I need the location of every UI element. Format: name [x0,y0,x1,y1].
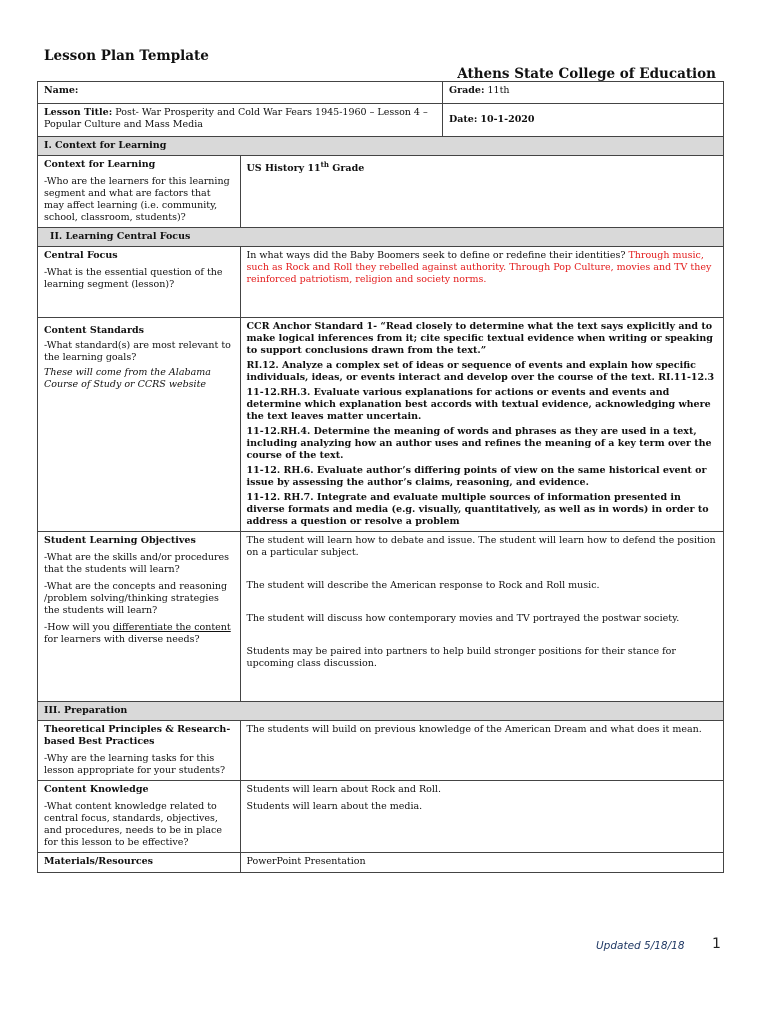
standards-prompt-cell [38,318,241,532]
materials-prompt-cell [38,853,241,873]
materials-row [38,853,724,873]
central-focus-answer-cell [240,247,724,318]
knowledge-answer-cell [240,781,724,853]
section-preparation-header [38,702,724,721]
theory-question: -Why are the learning tasks for this lesson appropriate for your students? [44,753,226,776]
objectives-prompt-cell [38,532,241,702]
section-focus-header [38,228,724,247]
document-title: Lesson Plan Template [44,48,209,64]
section-context-header [38,137,724,156]
theory-answer: The students will build on previous knowledge of the American Dream and what does it mean. [246,724,702,735]
name-label: Name: [44,85,79,96]
context-answer: US History 11th Grade [246,160,365,175]
date-cell [443,104,724,137]
section-heading: II. Learning Central Focus [38,228,724,247]
date-label: Date: [449,114,478,125]
lesson-plan-table [37,81,724,873]
standards-title: Content Standards [44,325,144,336]
knowledge-prompt-cell [38,781,241,853]
central-focus-answer: In what ways did the Baby Boomers seek to define or redefine their identities? Through music, such as Rock and Roll they rebelled against authority. Through Pop Culture, movies and TV they reinforced patriotism, religion and society norms. [246,250,712,285]
knowledge-answer: Students will learn about Rock and Roll. [246,784,441,795]
section-heading: I. Context for Learning [38,137,724,156]
lesson-title-row [38,104,724,137]
grade-value: 11th [487,85,510,96]
date-value: 10-1-2020 [480,114,535,125]
standard-item: 11-12.RH.4. Determine the meaning of words and phrases as they are used in a text, including analyzing how an author uses and refines the meaning of a key term over the course of the text. [246,426,712,461]
page-number: 1 [712,936,721,952]
context-answer-cell [240,156,724,228]
lesson-title-value: Post- War Prosperity and Cold War Fears 1945-1960 – Lesson 4 – Popular Culture and Mass Media [44,107,428,130]
objectives-question-1: -What are the skills and/or procedures that the students will learn? [44,552,230,575]
standard-item: CCR Anchor Standard 1- “Read closely to determine what the text says explicitly and to make logical inferences from it; cite specific textual evidence when writing or speaking to support conclusions drawn from the text.” [246,321,713,356]
objectives-title: Student Learning Objectives [44,535,196,546]
context-question: -Who are the learners for this learning segment and what are factors that may affect learning (i.e. community, school, classroom, students)? [44,176,230,223]
lesson-title-label: Lesson Title: [44,107,113,118]
standard-item: RI.12. Analyze a complex set of ideas or sequence of events and explain how specific individuals, ideas, or events interact and develop over the course of the text. RI.11-12.3 [246,360,715,383]
knowledge-question: -What content knowledge related to central focus, standards, objectives, and procedures, needs to be in place for this lesson to be effective? [44,801,222,848]
objectives-list-cell [240,532,724,702]
updated-date: Updated 5/18/18 [596,940,685,952]
objectives-question-3: -How will you differentiate the content for learners with diverse needs? [44,622,231,645]
materials-answer-cell [240,853,724,873]
grade-label: Grade: [449,85,485,96]
theory-row [38,721,724,781]
knowledge-answer: Students will learn about the media. [246,801,423,812]
theory-title: Theoretical Principles & Research-based Best Practices [44,724,231,747]
context-row [38,156,724,228]
objective-item: The student will describe the American response to Rock and Roll music. [246,580,600,591]
theory-prompt-cell [38,721,241,781]
lesson-title-cell [38,104,443,137]
objective-item: Students may be paired into partners to help build stronger positions for their stance for upcoming class discussion. [246,646,676,669]
name-row [38,82,724,104]
central-focus-prompt-cell [38,247,241,318]
name-cell [38,82,443,104]
content-knowledge-row [38,781,724,853]
organization-name: Athens State College of Education [457,66,716,82]
standard-item: 11-12. RH.6. Evaluate author’s differing points of view on the same historical event or issue by assessing the author’s claims, reasoning, and evidence. [246,465,707,488]
theory-answer-cell [240,721,724,781]
materials-title: Materials/Resources [44,856,154,867]
standard-item: 11-12.RH.3. Evaluate various explanations for actions or events and events and determine which explanation best accords with textual evidence, acknowledging where the text leaves matter uncertain. [246,387,711,422]
central-focus-question: -What is the essential question of the learning segment (lesson)? [44,267,223,290]
standards-note: These will come from the Alabama Course of Study or CCRS website [44,367,211,390]
standard-item: 11-12. RH.7. Integrate and evaluate multiple sources of information presented in diverse formats and media (e.g. visually, quantitatively, as well as in words) in order to address a question or resolve a problem [246,492,709,527]
central-focus-title: Central Focus [44,250,118,261]
grade-cell [443,82,724,104]
standards-list-cell [240,318,724,532]
knowledge-title: Content Knowledge [44,784,149,795]
standards-question: -What standard(s) are most relevant to the learning goals? [44,340,231,363]
objective-item: The student will learn how to debate and issue. The student will learn how to defend the position on a particular subject. [246,535,716,558]
context-prompt-cell [38,156,241,228]
objective-item: The student will discuss how contemporary movies and TV portrayed the postwar society. [246,613,680,624]
content-standards-row [38,318,724,532]
context-title: Context for Learning [44,159,156,170]
central-focus-row [38,247,724,318]
objectives-question-2: -What are the concepts and reasoning /problem solving/thinking strategies the students will learn? [44,581,228,616]
section-heading: III. Preparation [38,702,724,721]
objectives-row [38,532,724,702]
materials-answer: PowerPoint Presentation [246,856,366,867]
